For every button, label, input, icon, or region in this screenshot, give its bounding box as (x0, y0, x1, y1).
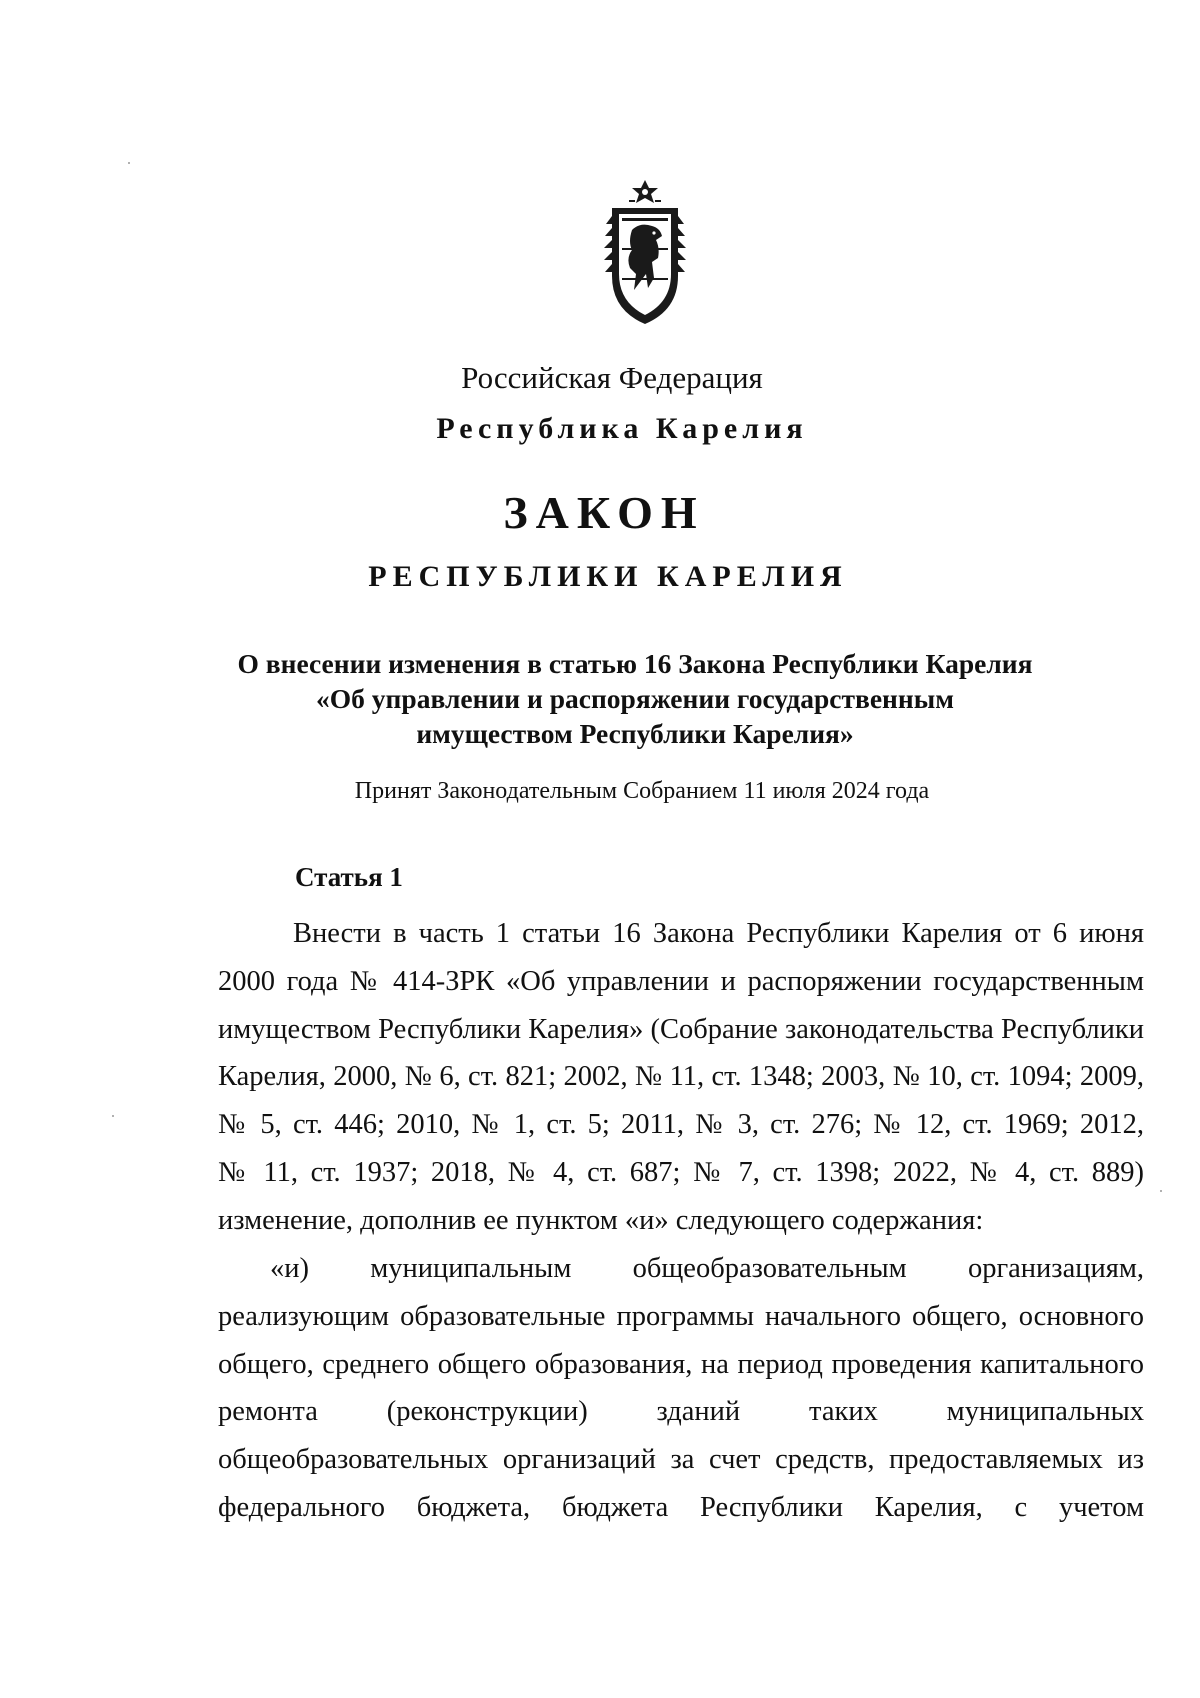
scan-speck (1160, 1190, 1162, 1192)
paragraph-line: «и) муниципальным общеобразовательным организациям, (270, 1253, 1144, 1284)
paragraph-line: реализующим образовательные программы начального общего, основного (218, 1300, 1144, 1332)
paragraph-line: № 11, ст. 1937; 2018, № 4, ст. 687; № 7, ст. 1398; 2022, № 4, ст. 889) (218, 1156, 1144, 1188)
paragraph-line: Карелия, 2000, № 6, ст. 821; 2002, № 11, ст. 1348; 2003, № 10, ст. 1094; 2009, (218, 1061, 1144, 1093)
adoption-note: Принят Законодательным Собранием 11 июля 2024 года (354, 778, 930, 804)
scan-speck (112, 1115, 114, 1117)
article-paragraph (218, 910, 1144, 1245)
republic-name: Республика Карелия (436, 412, 808, 445)
paragraph-line: ремонта (реконструкции) зданий таких муниципальных (218, 1396, 1144, 1428)
scan-speck (128, 162, 130, 164)
karelia-coat-of-arms-icon (602, 178, 688, 326)
paragraph-line: федерального бюджета, бюджета Республики Карелия, с учетом (218, 1491, 1144, 1523)
paragraph-line: общеобразовательных организаций за счет средств, предоставляемых из (218, 1444, 1144, 1476)
article-subpoint (218, 1245, 1144, 1532)
star-icon (632, 180, 658, 203)
law-title (200, 646, 1070, 751)
paragraph-line: общего, среднего общего образования, на период проведения капитального (218, 1348, 1144, 1380)
paragraph-line: № 5, ст. 446; 2010, № 1, ст. 5; 2011, № 3, ст. 276; № 12, ст. 1969; 2012, (218, 1109, 1144, 1141)
country-name: Российская Федерация (461, 360, 763, 395)
paragraph-line: Внести в часть 1 статьи 16 Закона Республики Карелия от 6 июня (293, 918, 1144, 949)
paragraph-line: изменение, дополнив ее пунктом «и» следующего содержания: (218, 1204, 984, 1236)
paragraph-line: имуществом Республики Карелия» (Собрание законодательства Республики (218, 1013, 1144, 1045)
law-title-line: имуществом Республики Карелия» (416, 718, 854, 749)
law-title-line: «Об управлении и распоряжении государственным (316, 683, 954, 714)
paragraph-line: 2000 года № 414-ЗРК «Об управлении и распоряжении государственным (218, 965, 1144, 997)
document-type: ЗАКОН (503, 487, 705, 538)
republic-name-caps: РЕСПУБЛИКИ КАРЕЛИЯ (368, 560, 848, 593)
law-title-line: О внесении изменения в статью 16 Закона Республики Карелия (237, 648, 1033, 679)
article-heading: Статья 1 (295, 862, 403, 892)
